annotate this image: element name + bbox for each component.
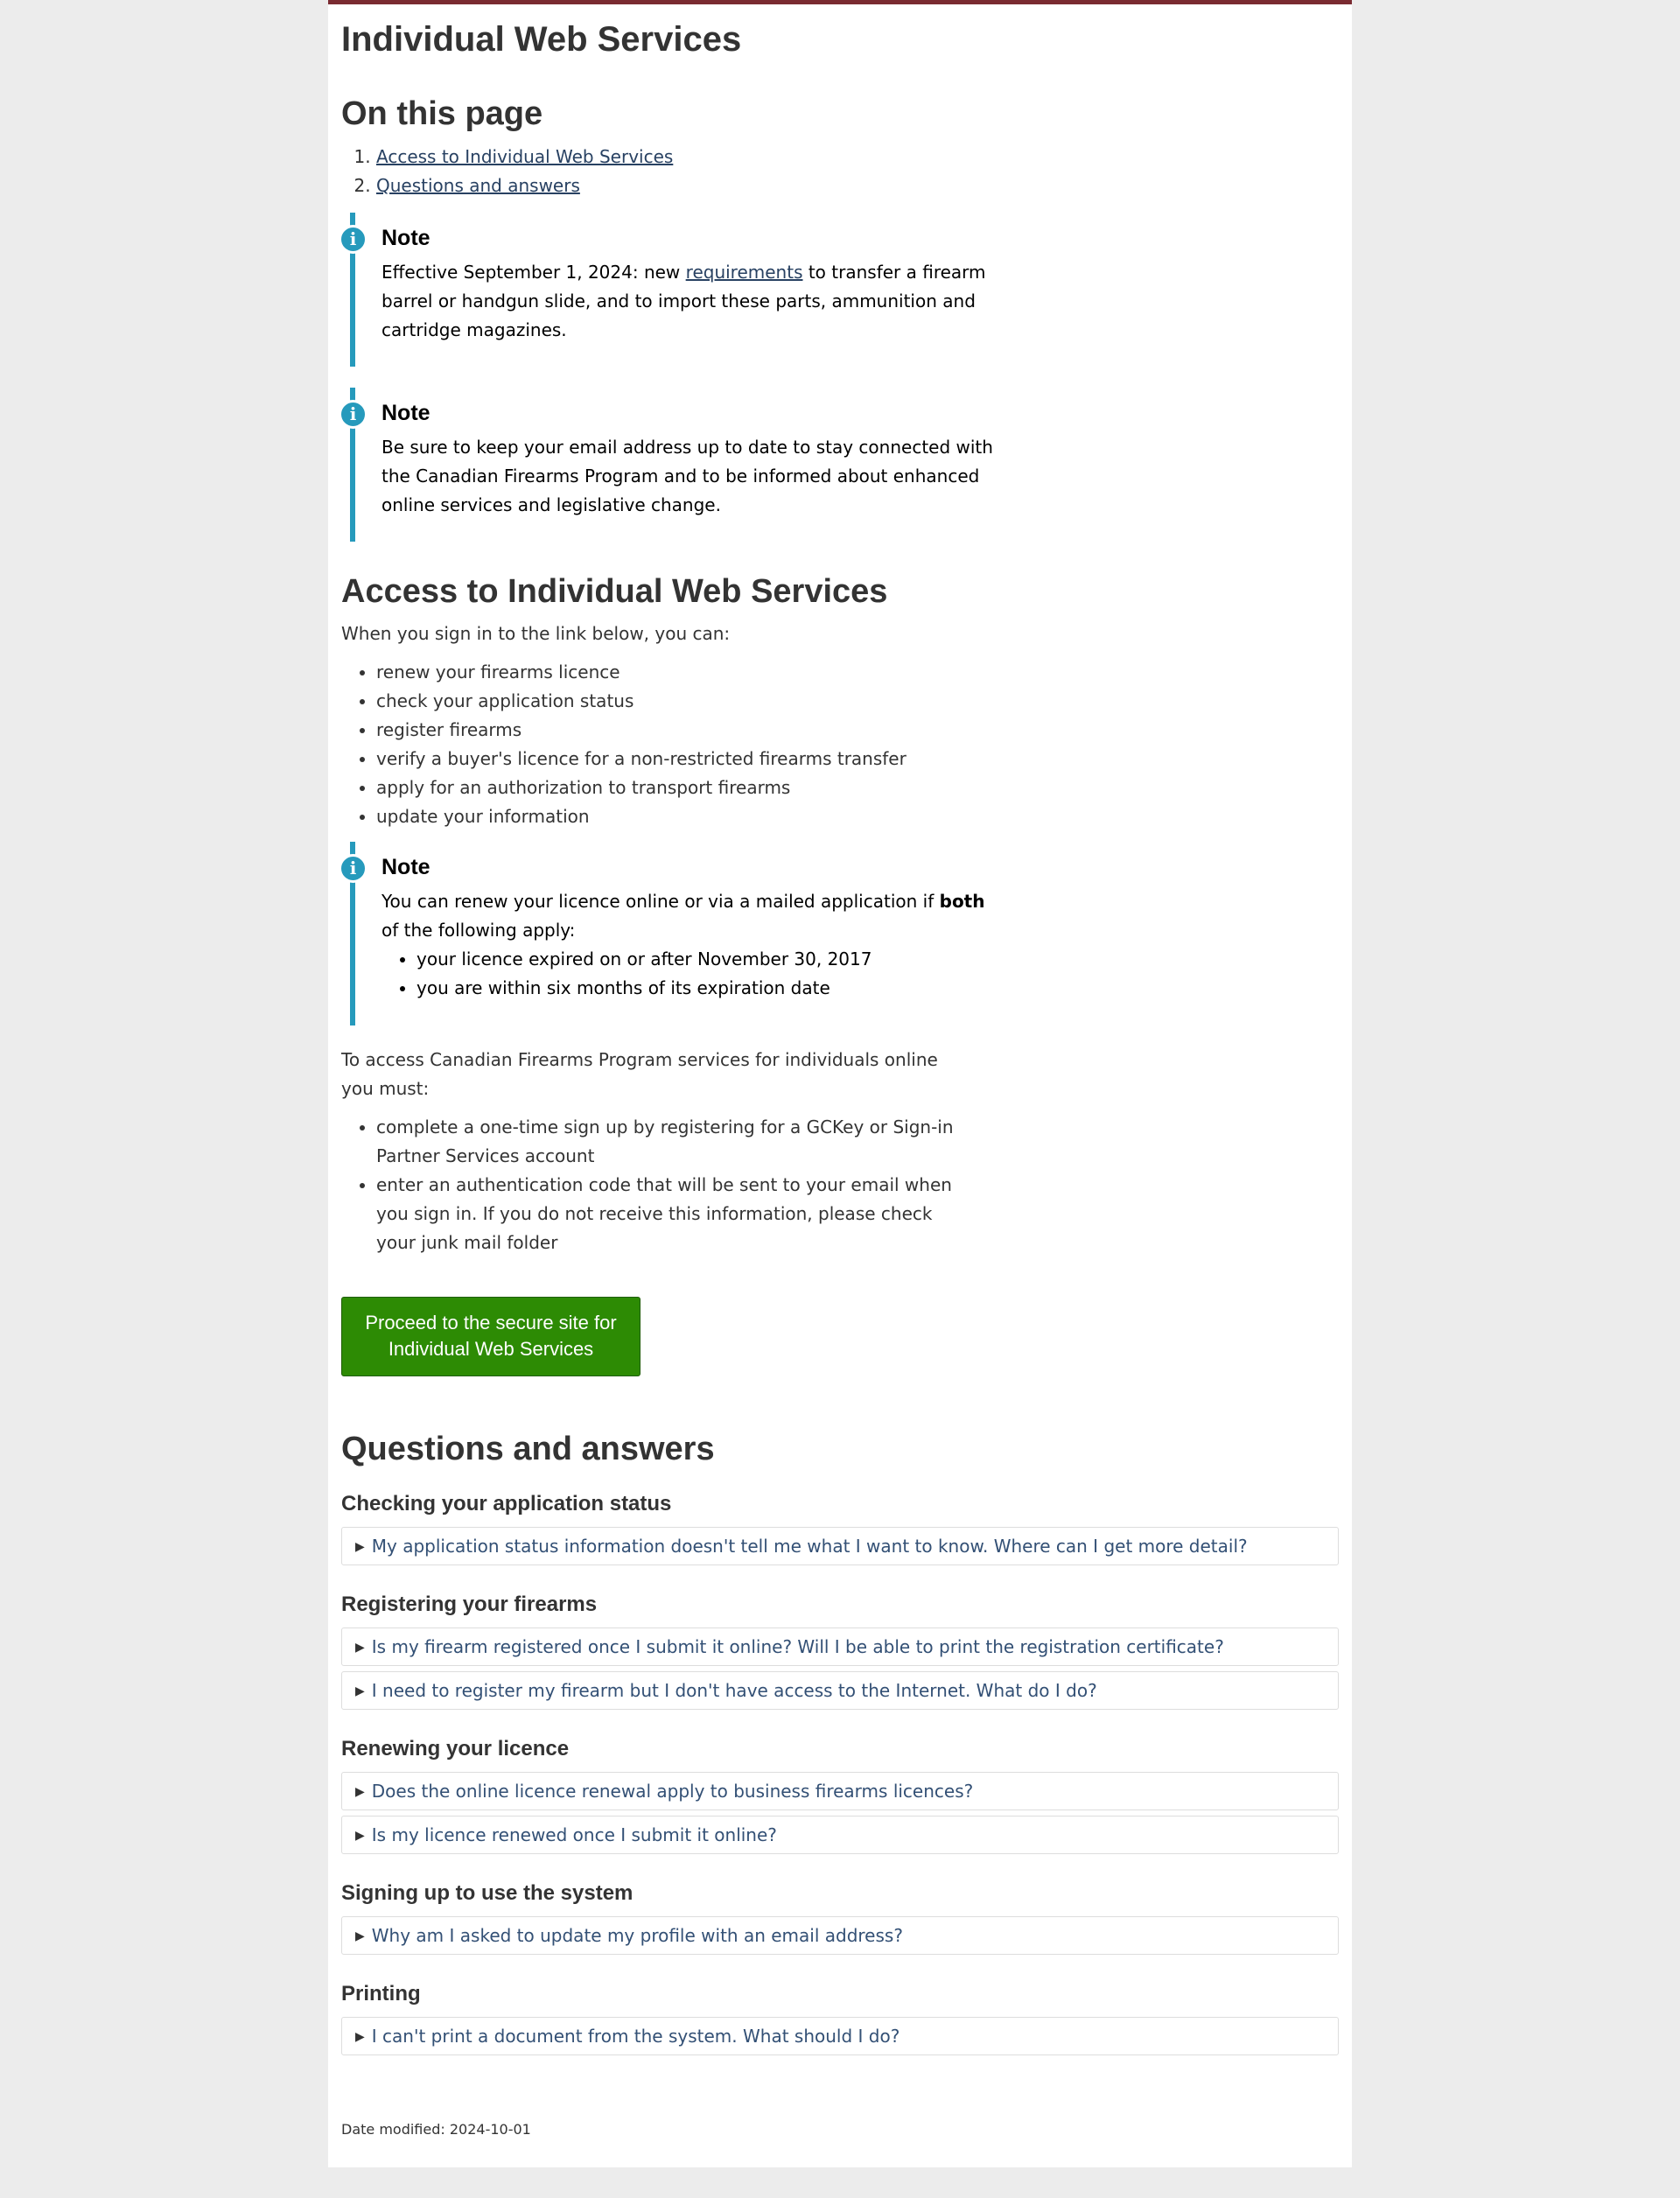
question-expander[interactable] — [341, 1916, 1339, 1955]
capabilities-list — [341, 658, 989, 831]
caret-right-icon: ▶ — [355, 1785, 365, 1799]
info-icon: i — [339, 854, 368, 883]
note-renewal — [350, 842, 1006, 1026]
question-text: I need to register my firearm but I don't have access to the Internet. What do I do? — [371, 1680, 1097, 1701]
note-text: of the following apply: — [382, 920, 576, 941]
toc-item — [376, 143, 673, 172]
list-item: • apply for an authorization to transport firearms — [376, 774, 989, 802]
qa-group-heading: Printing — [341, 1982, 421, 2006]
note-emphasis: both — [939, 891, 985, 912]
renewal-conditions-list — [382, 945, 1006, 1003]
list-item: • check your application status — [376, 687, 989, 716]
note-title: Note — [382, 226, 430, 250]
list-item: • update your information — [376, 802, 989, 831]
caret-right-icon: ▶ — [355, 1829, 365, 1843]
note-body — [382, 258, 1006, 345]
question-expander[interactable] — [341, 1772, 1339, 1810]
qa-group-heading: Registering your firearms — [341, 1592, 598, 1616]
access-heading: Access to Individual Web Services — [341, 573, 888, 610]
note-email — [350, 388, 1006, 542]
list-item: • you are within six months of its expiration date — [416, 974, 1006, 1003]
toc-item — [376, 172, 673, 200]
button-label: Individual Web Services — [388, 1338, 594, 1360]
question-text: Is my licence renewed once I submit it online? — [371, 1824, 777, 1845]
on-this-page-heading: On this page — [341, 95, 543, 132]
question-text: Why am I asked to update my profile with an email address? — [371, 1925, 903, 1946]
question-expander[interactable] — [341, 2017, 1339, 2055]
toc-link-questions[interactable]: Questions and answers — [376, 175, 580, 196]
main-content-panel — [328, 0, 1352, 2167]
qa-group-heading: Renewing your licence — [341, 1737, 570, 1760]
requirements-link[interactable]: requirements — [685, 262, 803, 283]
question-text: Does the online licence renewal apply to business firearms licences? — [371, 1781, 974, 1802]
on-this-page-list — [341, 143, 673, 200]
toc-link-access[interactable]: Access to Individual Web Services — [376, 146, 674, 167]
question-text: I can't print a document from the system. What should I do? — [371, 2026, 900, 2047]
list-item: • enter an authentication code that will be sent to your email when you sign in. If you do not receive this information, please check your junk mail folder — [376, 1171, 971, 1257]
access-intro: When you sign in to the link below, you can: — [341, 623, 731, 644]
caret-right-icon: ▶ — [355, 1641, 365, 1655]
access-requirements-intro: To access Canadian Firearms Program services for individuals online you must: — [341, 1049, 938, 1099]
question-text: Is my firearm registered once I submit it online? Will I be able to print the registration certificate? — [371, 1636, 1224, 1657]
list-item: • your licence expired on or after November 30, 2017 — [416, 945, 1006, 974]
question-expander[interactable] — [341, 1816, 1339, 1854]
note-title: Note — [382, 855, 430, 879]
info-icon: i — [339, 400, 368, 429]
note-text: Effective September 1, 2024: new — [382, 262, 686, 283]
caret-right-icon: ▶ — [355, 1540, 365, 1554]
questions-heading: Questions and answers — [341, 1431, 715, 1467]
note-text: to transfer a firearm barrel or handgun slide, and to import these parts, ammunition and cartridge magazines. — [382, 262, 986, 340]
caret-right-icon: ▶ — [355, 2030, 365, 2044]
note-body: Be sure to keep your email address up to date to stay connected with the Canadian Firearms Program and to be informed about enhanced online services and legislative change. — [382, 437, 993, 515]
question-expander[interactable] — [341, 1527, 1339, 1565]
button-label: Proceed to the secure site for — [365, 1312, 617, 1334]
caret-right-icon: ▶ — [355, 1684, 365, 1698]
list-item: • register firearms — [376, 716, 989, 745]
note-text: You can renew your licence online or via a mailed application if — [382, 891, 940, 912]
question-expander[interactable] — [341, 1628, 1339, 1666]
date-modified-label: Date modified: — [341, 2121, 445, 2138]
date-modified-value: 2024-10-01 — [449, 2121, 531, 2138]
page-title: Individual Web Services — [341, 20, 742, 59]
list-item: • renew your firearms licence — [376, 658, 989, 687]
note-title: Note — [382, 401, 430, 425]
question-expander[interactable] — [341, 1671, 1339, 1710]
qa-group-heading: Checking your application status — [341, 1492, 672, 1516]
list-item: • complete a one-time sign up by registering for a GCKey or Sign-in Partner Services account — [376, 1113, 971, 1171]
note-requirements — [350, 213, 1006, 367]
list-item: • verify a buyer's licence for a non-restricted firearms transfer — [376, 745, 989, 774]
proceed-secure-site-button[interactable] — [341, 1297, 640, 1376]
requirements-list — [341, 1113, 971, 1257]
info-icon: i — [339, 225, 368, 254]
date-modified — [341, 2120, 531, 2139]
caret-right-icon: ▶ — [355, 1929, 365, 1943]
qa-group-heading: Signing up to use the system — [341, 1881, 634, 1905]
note-body — [382, 887, 1006, 1003]
question-text: My application status information doesn't tell me what I want to know. Where can I get more detail? — [371, 1536, 1248, 1557]
